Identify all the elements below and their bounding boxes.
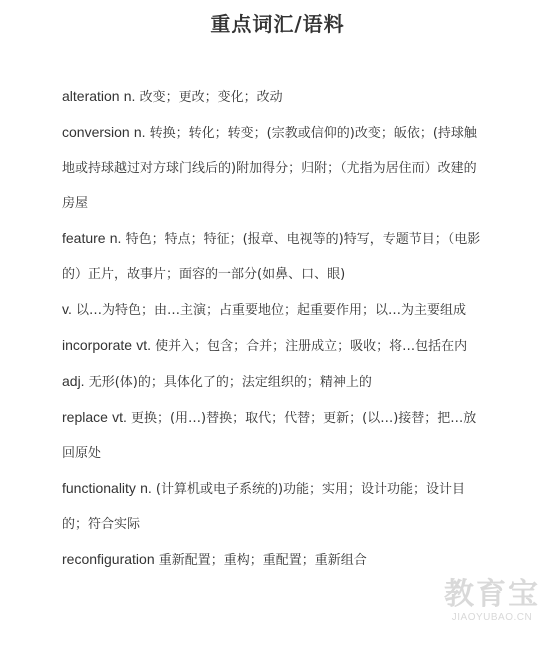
vocab-pos: n. — [109, 230, 122, 246]
vocab-word: incorporate — [62, 337, 133, 353]
vocabulary-list — [62, 79, 487, 578]
vocab-entry-reconfiguration — [62, 542, 487, 578]
vocab-definition: 转换；转化；转变；(宗教或信仰的)改变；皈依；(持球触地或持球越过对方球门线后的)附加得分；归附；（尤指为居住而）改建的房屋 — [62, 126, 477, 211]
vocab-word: alteration — [62, 88, 120, 104]
vocab-word: replace — [62, 409, 108, 425]
vocab-pos: v. — [62, 301, 72, 317]
vocab-entry-incorporate-adj — [62, 364, 487, 400]
vocab-word: conversion — [62, 124, 130, 140]
vocab-pos: vt. — [112, 409, 127, 425]
vocab-pos: vt. — [136, 337, 151, 353]
vocab-entry-incorporate — [62, 328, 487, 364]
vocab-definition: (计算机或电子系统的)功能；实用；设计功能；设计目的；符合实际 — [62, 482, 466, 532]
watermark-url: JIAOYUBAO.CN — [451, 612, 533, 623]
vocab-definition: 使并入；包含；合并；注册成立；吸收；将…包括在内 — [155, 339, 468, 354]
vocab-definition: 重新配置；重构；重配置；重新组合 — [158, 553, 367, 568]
vocab-word: reconfiguration — [62, 551, 155, 567]
vocab-word: functionality — [62, 480, 136, 496]
vocab-entry-feature-noun — [62, 221, 487, 292]
vocab-definition: 改变；更改；变化；改动 — [139, 90, 283, 105]
vocab-pos: adj. — [62, 373, 85, 389]
page-title: 重点词汇/语料 — [210, 12, 345, 36]
vocab-pos: n. — [123, 88, 136, 104]
vocab-definition: 以…为特色；由…主演；占重要地位；起重要作用；以…为主要组成 — [76, 303, 467, 318]
vocab-entry-functionality — [62, 471, 487, 542]
vocab-entry-alteration — [62, 79, 487, 115]
vocab-entry-feature-verb — [62, 292, 487, 328]
watermark-logo: 教育宝 — [444, 577, 540, 612]
vocab-word: feature — [62, 230, 106, 246]
vocab-pos: n. — [133, 124, 146, 140]
vocab-definition: 更换；(用…)替换；取代；代替；更新；(以…)接替；把…放回原处 — [62, 411, 477, 461]
vocab-entry-replace — [62, 400, 487, 471]
vocab-pos: n. — [140, 480, 152, 496]
vocab-entry-conversion — [62, 115, 487, 221]
watermark — [437, 578, 547, 624]
vocab-definition: 无形(体)的；具体化了的；法定组织的；精神上的 — [88, 375, 372, 390]
vocab-definition: 特色；特点；特征；(报章、电视等的)特写，专题节目；（电影的）正片，故事片；面容的一部分(如鼻、口、眼) — [62, 232, 481, 282]
